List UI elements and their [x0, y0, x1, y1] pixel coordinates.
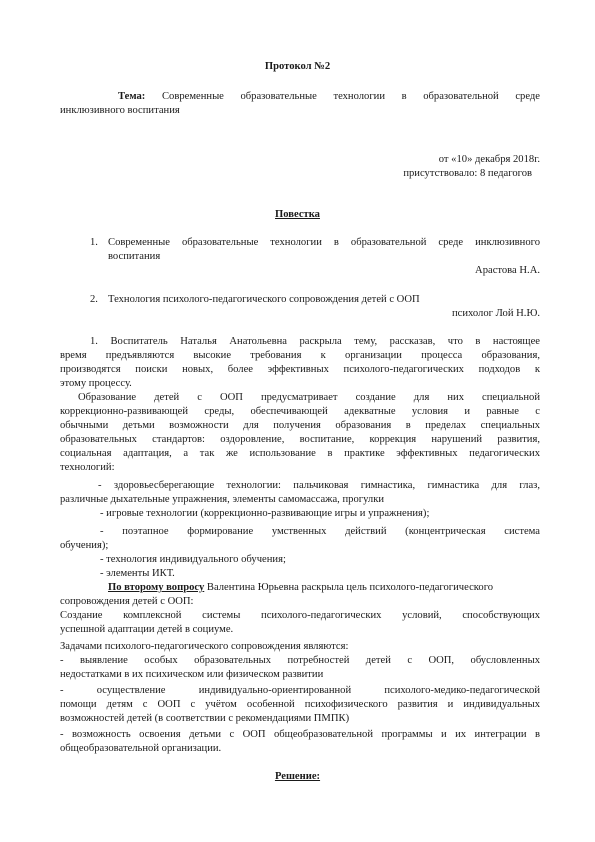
task-3-line-2: общеобразовательной организации.	[60, 743, 222, 754]
agenda-item-2-text: Технология психолого-педагогического сопровождения детей с ООП	[108, 294, 420, 305]
protocol-date: от «10» декабря 2018г.	[438, 154, 540, 165]
agenda-item-1-line-1: Современные образовательные технологии в образовательной среде инклюзивного	[108, 237, 540, 248]
body-p1-line-3: производятся поиски новых, более эффективных психолого-педагогических подходов к	[60, 364, 540, 375]
tech-item-4: - технология индивидуального обучения;	[100, 554, 286, 565]
topic-line-2: инклюзивного воспитания	[60, 105, 180, 116]
tech-item-3-line-2: обучения);	[60, 540, 109, 551]
agenda-heading: Повестка	[275, 209, 320, 220]
tech-item-5: - элементы ИКТ.	[100, 568, 175, 579]
agenda-item-2-speaker: психолог Лой Н.Ю.	[451, 308, 540, 319]
question-2-line-2: сопровождения детей с ООП:	[60, 596, 194, 607]
task-3-line-1: - возможность освоения детьми с ООП общеобразовательной программы и их интеграции в	[60, 729, 540, 740]
goal-line-2: успешной адаптации детей в социуме.	[60, 624, 234, 635]
tech-item-1-line-1: - здоровьесберегающие технологии: пальчиковая гимнастика, гимнастика для глаз,	[98, 480, 540, 491]
topic-text: Современные образовательные технологии в образовательной среде	[145, 91, 540, 102]
topic-line-1	[118, 90, 540, 104]
question-2-line-1	[108, 581, 540, 595]
task-2-line-3: возможностей детей (в соответствии с рекомендациями ПМПК)	[60, 713, 350, 724]
agenda-item-1-number: 1.	[90, 237, 98, 248]
tech-item-2: - игровые технологии (коррекционно-развивающие игры и упражнения);	[100, 508, 430, 519]
body-p2-line-3: обычными детьми возможности для получения образования в пределах специальных	[60, 420, 540, 431]
agenda-item-1-line-2: воспитания	[108, 251, 161, 262]
task-1-line-2: недостатками в их психическом или физическом развитии	[60, 669, 324, 680]
agenda-item-1-speaker: Арастова Н.А.	[475, 265, 540, 276]
protocol-title-text: Протокол №2	[264, 61, 331, 72]
body-p2-line-1: Образование детей с ООП предусматривает создание для них специальной	[78, 392, 540, 403]
question-2-label: По второму вопросу	[108, 582, 205, 593]
task-2-line-1: - осуществление индивидуально-ориентированной психолого-медико-педагогической	[60, 685, 540, 696]
agenda-item-2-number: 2.	[90, 294, 98, 305]
body-p2-line-6: технологий:	[60, 462, 115, 473]
topic-label: Тема:	[118, 91, 146, 102]
task-2-line-2: помощи детям с ООП с учётом особенной психофизического развития и индивидуальных	[60, 699, 540, 710]
tech-item-3-line-1: - поэтапное формирование умственных действий (концентрическая система	[100, 526, 540, 537]
body-p1-line-1: 1. Воспитатель Наталья Анатольевна раскрыла тему, рассказав, что в настоящее	[90, 336, 540, 347]
body-p1-line-4: этому процессу.	[60, 378, 132, 389]
task-1-line-1: - выявление особых образовательных потребностей детей с ООП, обусловленных	[60, 655, 540, 666]
body-p1-line-2: время предъявляются высокие требования к организации процесса образования,	[60, 350, 540, 361]
question-2-text: Валентина Юрьевна раскрыла цель психолого-педагогического	[204, 582, 494, 593]
body-p2-line-4: образовательных стандартов: оздоровление, воспитание, коррекция нарушений развития,	[60, 434, 540, 445]
decision-heading: Решение:	[274, 771, 321, 782]
attendance-count: присутствовало: 8 педагогов	[403, 168, 532, 179]
tech-item-1-line-2: различные дыхательные упражнения, элементы самомассажа, прогулки	[60, 494, 385, 505]
body-p2-line-5: социальная адаптация, а так же использование в практике эффективных педагогических	[60, 448, 540, 459]
protocol-title	[0, 60, 595, 74]
tasks-intro: Задачами психолого-педагогического сопровождения являются:	[60, 641, 349, 652]
body-p2-line-2: коррекционно-развивающей среды, обеспечивающей адекватные условия и равные с	[60, 406, 540, 417]
goal-line-1: Создание комплексной системы психолого-педагогических условий, способствующих	[60, 610, 540, 621]
